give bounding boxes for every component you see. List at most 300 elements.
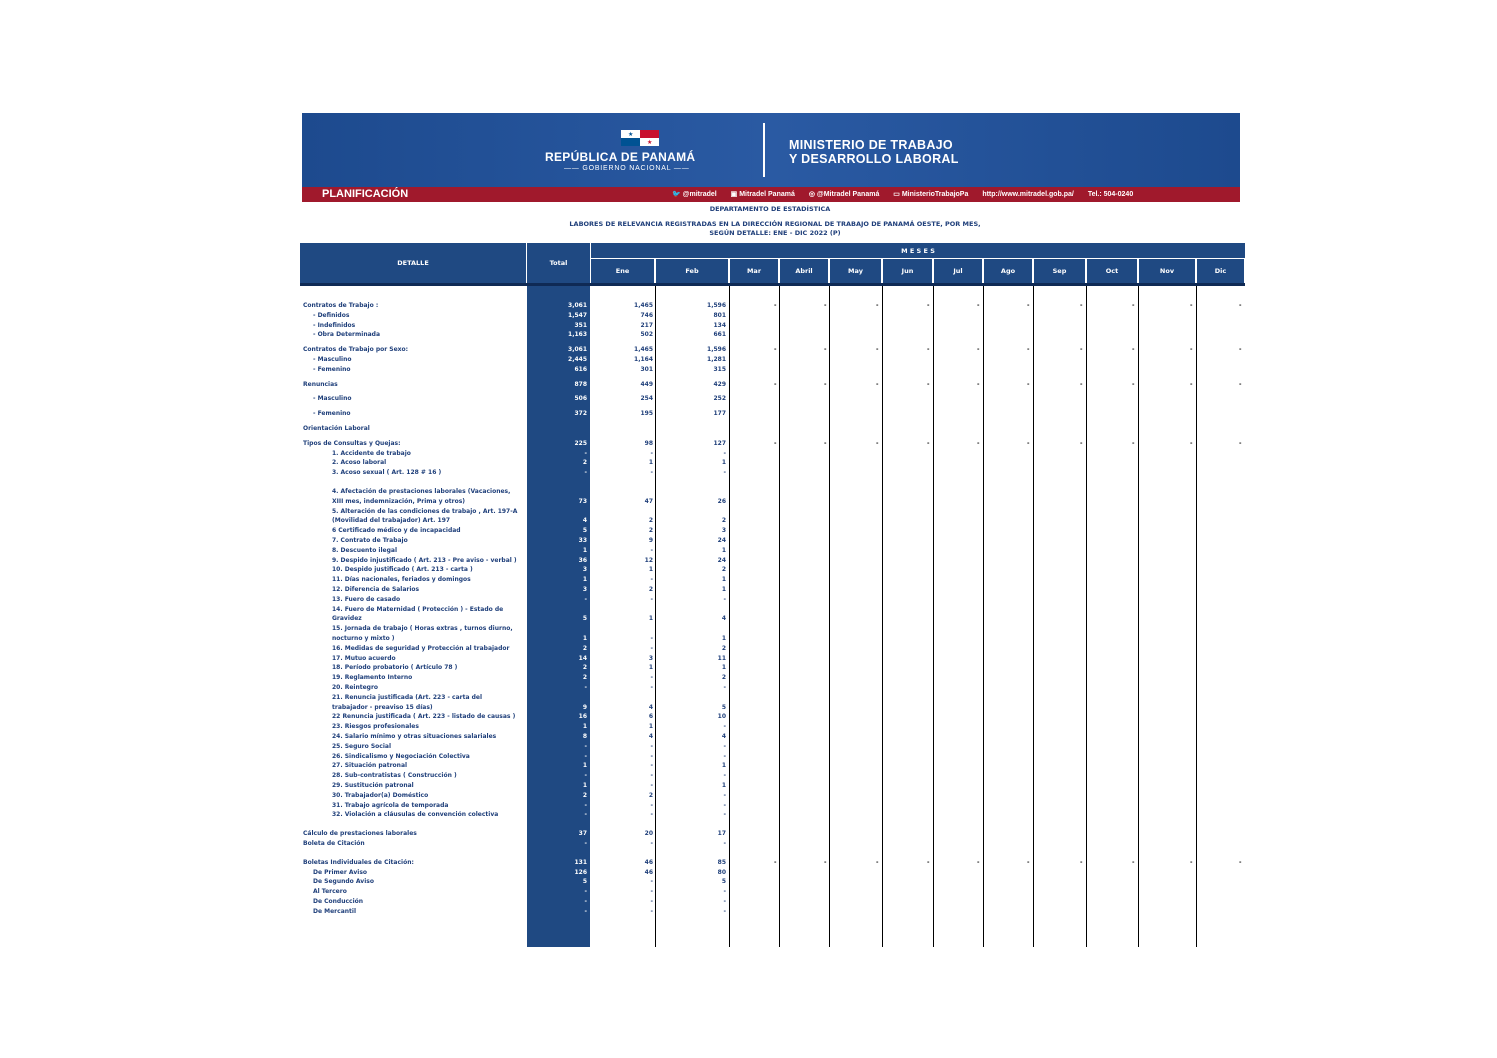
panama-flag-icon: ★ ★ [621, 130, 659, 147]
cell-feb: 429 [713, 380, 726, 388]
cell-ene: - [650, 644, 653, 652]
cell-total: 3 [582, 566, 587, 574]
cell-feb: 24 [717, 537, 726, 544]
cell-ene: - [650, 811, 653, 819]
table-row [0, 381, 1497, 391]
cell-feb: - [723, 801, 726, 809]
cell-feb: 127 [713, 439, 726, 447]
row-label: 23. Riesgos profesionales [332, 723, 419, 731]
row-label: nocturno y mixto ) [332, 635, 395, 642]
empty-month-dash: - [1080, 858, 1083, 866]
cell-ene: - [650, 674, 653, 682]
table-row [0, 508, 1497, 518]
cell-total: 616 [574, 365, 587, 373]
row-label: 14. Fuero de Maternidad ( Protección ) - Estado de [332, 605, 504, 613]
row-label: 9. Despido injustificado ( Art. 213 - Pre aviso - verbal ) [332, 556, 517, 564]
row-label: Contratos de Trabajo : [303, 302, 379, 309]
cell-ene: 254 [640, 395, 653, 403]
cell-total: - [584, 449, 587, 457]
table-row [0, 322, 1497, 332]
cell-feb: 177 [713, 410, 726, 418]
cell-total: 5 [582, 615, 587, 623]
table-row [0, 655, 1497, 665]
cell-ene: - [650, 684, 653, 691]
empty-month-dash: - [876, 380, 879, 388]
table-row [0, 908, 1497, 918]
month-header-dic: Dic [1197, 259, 1244, 283]
table-row [0, 840, 1497, 850]
table-row [0, 645, 1497, 655]
cell-total: 73 [578, 497, 587, 505]
cell-feb: 2 [721, 644, 726, 652]
cell-total: 126 [574, 868, 587, 876]
cell-ene: - [650, 546, 653, 554]
cell-feb: - [723, 469, 726, 477]
empty-month-dash: - [927, 346, 930, 354]
table-row [0, 753, 1497, 763]
table-row [0, 782, 1497, 792]
cell-total: - [584, 742, 587, 750]
cell-ene: 3 [648, 654, 653, 662]
website-link[interactable]: http://www.mitradel.gob.pa/ [982, 191, 1074, 198]
row-label: 31. Trabajo agrícola de temporada [332, 801, 449, 809]
empty-month-dash: - [774, 380, 777, 388]
table-row [0, 830, 1497, 840]
row-label: Boletas Individuales de Citación: [303, 858, 414, 866]
table-row [0, 586, 1497, 596]
cell-ene: 2 [648, 527, 653, 535]
table-row [0, 684, 1497, 694]
row-label: Cálculo de prestaciones laborales [303, 830, 417, 838]
row-label: Boleta de Citación [303, 840, 365, 847]
table-row [0, 811, 1497, 821]
row-label: 29. Sustitución patronal [332, 782, 414, 789]
cell-feb: - [723, 449, 726, 457]
row-label: - Obra Determinada [313, 331, 380, 339]
cell-feb: 2 [721, 674, 726, 682]
cell-feb: 1 [721, 664, 726, 672]
table-row [0, 625, 1497, 635]
cell-feb: 1 [721, 762, 726, 770]
table-row [0, 547, 1497, 557]
cell-feb: 5 [721, 703, 726, 711]
row-label: - Indefinidos [313, 321, 356, 329]
table-row [0, 302, 1497, 312]
cell-ene: 1 [648, 459, 653, 467]
cell-ene: 47 [644, 497, 653, 505]
cell-feb: 1,281 [707, 356, 726, 363]
cell-total: - [584, 684, 587, 691]
cell-ene: - [650, 449, 653, 457]
empty-month-dash: - [876, 346, 879, 354]
cell-total: 3 [582, 586, 587, 593]
table-row [0, 713, 1497, 723]
cell-feb: 2 [721, 566, 726, 574]
instagram-link[interactable]: ◎ @Mitradel Panamá [808, 191, 880, 198]
table-row [0, 596, 1497, 606]
row-label: XIII mes, indemnización, Prima y otros) [332, 497, 466, 505]
cell-total: 33 [578, 537, 587, 544]
cell-ene: 12 [644, 556, 653, 564]
cell-total: 1 [582, 546, 587, 554]
cell-ene: - [650, 752, 653, 760]
cell-total: 2,445 [568, 356, 587, 363]
empty-month-dash: - [824, 302, 827, 309]
cell-ene: 195 [640, 410, 653, 418]
cell-total: - [584, 811, 587, 819]
cell-total: - [584, 907, 587, 915]
cell-feb: 315 [713, 365, 726, 373]
cell-feb: 17 [717, 830, 726, 838]
empty-month-dash: - [977, 858, 980, 866]
cell-ene: - [650, 801, 653, 809]
row-label: Gravidez [332, 615, 362, 623]
social-links [672, 190, 1145, 198]
cell-total: 2 [582, 644, 587, 652]
row-label: 25. Seguro Social [332, 742, 392, 750]
month-header-jul: Jul [934, 259, 982, 283]
row-label: 16. Medidas de seguridad y Protección al trabajador [332, 644, 510, 652]
month-header-feb: Feb [656, 259, 728, 283]
cell-feb: 252 [713, 395, 726, 403]
month-header-sep: Sep [1034, 259, 1085, 283]
cell-feb: 1,596 [707, 302, 726, 309]
empty-month-dash: - [774, 858, 777, 866]
cell-total: 878 [574, 380, 587, 388]
table-row [0, 664, 1497, 674]
row-label: - Masculino [313, 395, 352, 403]
table-row [0, 792, 1497, 802]
table-row [0, 888, 1497, 898]
cell-total: - [584, 595, 587, 603]
row-label: 32. Violación a cláusulas de convención colectiva [332, 811, 499, 819]
section-label: PLANIFICACIÓN [322, 188, 409, 200]
row-label: - Femenino [313, 410, 351, 418]
row-label: 24. Salario mínimo y otras situaciones salariales [332, 733, 497, 740]
cell-ene: 2 [648, 586, 653, 593]
table-row [0, 356, 1497, 366]
cell-feb: 4 [721, 733, 726, 740]
cell-ene: - [650, 772, 653, 780]
cell-ene: 449 [640, 380, 653, 388]
month-header-abril: Abril [780, 259, 828, 283]
table-row [0, 557, 1497, 567]
cell-feb: - [723, 752, 726, 760]
cell-ene: - [650, 907, 653, 915]
empty-month-dash: - [927, 380, 930, 388]
empty-month-dash: - [927, 302, 930, 309]
department-title: DEPARTAMENTO DE ESTADÍSTICA [709, 205, 831, 213]
cell-total: 9 [582, 703, 587, 711]
empty-month-dash: - [1239, 858, 1242, 866]
cell-feb: - [723, 595, 726, 603]
total-header: Total [527, 243, 590, 283]
cell-feb: 80 [717, 868, 726, 876]
month-header-nov: Nov [1139, 259, 1195, 283]
empty-month-dash: - [927, 439, 930, 447]
table-row [0, 527, 1497, 537]
row-label: 17. Mutuo acuerdo [332, 654, 396, 662]
row-label: Contratos de Trabajo por Sexo: [303, 346, 409, 354]
empty-month-dash: - [1080, 302, 1083, 309]
cell-feb: 85 [717, 858, 726, 866]
government-subtitle: —— GOBIERNO NACIONAL —— [564, 165, 690, 172]
table-row [0, 898, 1497, 908]
empty-month-dash: - [1190, 380, 1193, 388]
row-label: De Conducción [313, 898, 364, 905]
cell-ene: 2 [648, 517, 653, 525]
table-row [0, 517, 1497, 527]
empty-month-dash: - [876, 858, 879, 866]
cell-feb: 1,596 [707, 346, 726, 354]
table-row [0, 859, 1497, 869]
row-label: 30. Trabajador(a) Doméstico [332, 791, 429, 799]
empty-month-dash: - [824, 380, 827, 388]
row-label: 2. Acoso laboral [332, 459, 387, 467]
table-row [0, 772, 1497, 782]
cell-total: 506 [574, 395, 587, 403]
empty-month-dash: - [774, 346, 777, 354]
cell-total: 1 [582, 723, 587, 731]
cell-feb: - [723, 840, 726, 847]
row-label: 4. Afectación de prestaciones laborales (Vacaciones, [332, 488, 511, 495]
cell-total: 4 [582, 517, 587, 525]
empty-month-dash: - [927, 858, 930, 866]
empty-month-dash: - [1027, 439, 1030, 447]
cell-feb: - [723, 811, 726, 819]
row-label: 5. Alteración de las condiciones de trabajo , Art. 197-A [332, 507, 518, 515]
cell-feb: - [723, 791, 726, 799]
empty-month-dash: - [977, 302, 980, 309]
table-row [0, 346, 1497, 356]
cell-ene: 6 [648, 713, 653, 721]
cell-ene: 1 [648, 566, 653, 574]
cell-ene: 2 [648, 791, 653, 799]
row-label: - Masculino [313, 356, 352, 363]
twitter-link[interactable]: 🐦 @mitradel [672, 191, 717, 198]
empty-month-dash: - [1239, 302, 1242, 309]
table-row [0, 425, 1497, 435]
cell-ene: 9 [648, 537, 653, 544]
row-label: Orientación Laboral [303, 425, 370, 432]
table-row [0, 723, 1497, 733]
section-bar [302, 187, 1240, 202]
empty-month-dash: - [1080, 346, 1083, 354]
cell-feb: 10 [717, 713, 726, 721]
cell-ene: 301 [640, 365, 653, 373]
cell-feb: 661 [713, 331, 726, 339]
cell-ene: 4 [648, 703, 653, 711]
empty-month-dash: - [1190, 346, 1193, 354]
row-label: - Femenino [313, 365, 351, 373]
cell-total: 351 [574, 321, 587, 329]
cell-total: 37 [578, 830, 587, 838]
cell-feb: 11 [717, 654, 726, 662]
table-row [0, 410, 1497, 420]
table-row [0, 878, 1497, 888]
cell-ene: 502 [640, 331, 653, 339]
cell-total: 2 [582, 791, 587, 799]
table-row [0, 802, 1497, 812]
table-row [0, 331, 1497, 341]
detalle-header: DETALLE [300, 243, 526, 283]
table-row [0, 459, 1497, 469]
cell-ene: - [650, 469, 653, 477]
cell-ene: - [650, 595, 653, 603]
empty-month-dash: - [876, 439, 879, 447]
cell-feb: 24 [717, 556, 726, 564]
empty-month-dash: - [1132, 858, 1135, 866]
row-label: De Segundo Aviso [313, 878, 374, 886]
empty-month-dash: - [1027, 346, 1030, 354]
cell-total: 2 [582, 459, 587, 467]
cell-feb: 5 [721, 878, 726, 886]
empty-month-dash: - [1027, 302, 1030, 309]
row-label: 18. Período probatorio ( Artículo 78 ) [332, 664, 458, 672]
cell-ene: 217 [640, 321, 653, 329]
cell-ene: - [650, 878, 653, 886]
empty-month-dash: - [1190, 858, 1193, 866]
row-label: trabajador - preaviso 15 días) [332, 703, 433, 711]
cell-feb: 1 [721, 546, 726, 554]
table-row [0, 450, 1497, 460]
row-label: 11. Días nacionales, feriados y domingos [332, 576, 471, 584]
row-label: 12. Diferencia de Salarios [332, 586, 420, 593]
report-title-line2: SEGÚN DETALLE: ENE - DIC 2022 (P) [709, 229, 841, 237]
table-row [0, 537, 1497, 547]
row-label: De Mercantil [313, 907, 356, 915]
cell-ene: - [650, 782, 653, 789]
cell-total: - [584, 469, 587, 477]
cell-total: 1 [582, 635, 587, 642]
cell-total: - [584, 772, 587, 780]
empty-month-dash: - [977, 380, 980, 388]
cell-feb: 134 [713, 321, 726, 329]
cell-feb: 1 [721, 782, 726, 789]
cell-total: 14 [578, 654, 587, 662]
cell-ene: - [650, 898, 653, 905]
cell-total: - [584, 801, 587, 809]
cell-total: 131 [574, 858, 587, 866]
cell-total: 16 [578, 713, 587, 721]
cell-feb: 4 [721, 615, 726, 623]
month-header-ago: Ago [984, 259, 1032, 283]
cell-ene: 1 [648, 723, 653, 731]
cell-total: 8 [582, 733, 587, 740]
youtube-link[interactable]: ▭ MinisterioTrabajoPa [893, 191, 969, 198]
table-row [0, 395, 1497, 405]
table-row [0, 704, 1497, 714]
row-label: 28. Sub-contratistas ( Construcción ) [332, 772, 457, 780]
row-label: 20. Reintegro [332, 684, 379, 691]
cell-feb: - [723, 772, 726, 780]
facebook-link[interactable]: ▣ Mitradel Panamá [730, 191, 795, 198]
table-row [0, 615, 1497, 625]
table-row [0, 635, 1497, 645]
table-row [0, 469, 1497, 479]
row-label: Renuncias [303, 380, 338, 388]
month-header-jun: Jun [883, 259, 932, 283]
empty-month-dash: - [1190, 302, 1193, 309]
empty-month-dash: - [977, 346, 980, 354]
row-label: 13. Fuero de casado [332, 595, 401, 603]
meses-header: M E S E S [591, 243, 1245, 258]
table-row [0, 674, 1497, 684]
cell-ene: 20 [644, 830, 653, 838]
row-label: Al Tercero [313, 888, 347, 896]
cell-feb: 801 [713, 311, 726, 319]
row-label: 22 Renuncia justificada ( Art. 223 - listado de causas ) [332, 713, 516, 721]
row-label: 1. Accidente de trabajo [332, 449, 411, 457]
cell-feb: - [723, 898, 726, 905]
cell-ene: - [650, 888, 653, 896]
cell-total: 372 [574, 410, 587, 418]
table-row [0, 743, 1497, 753]
empty-month-dash: - [1132, 302, 1135, 309]
cell-total: 1,547 [568, 311, 587, 319]
empty-month-dash: - [876, 302, 879, 309]
table-row [0, 366, 1497, 376]
row-label: - Definidos [313, 311, 350, 319]
cell-total: 5 [582, 878, 587, 886]
empty-month-dash: - [774, 302, 777, 309]
row-label: 27. Situación patronal [332, 762, 408, 770]
empty-month-dash: - [977, 439, 980, 447]
table-row [0, 312, 1497, 322]
cell-feb: 3 [721, 527, 726, 535]
header-banner [302, 113, 1240, 187]
phone-text: Tel.: 504-0240 [1087, 191, 1134, 198]
table-row [0, 606, 1497, 616]
row-label: 6 Certificado médico y de incapacidad [332, 527, 461, 535]
cell-total: 3,061 [568, 346, 587, 354]
cell-feb: 26 [717, 497, 726, 505]
empty-month-dash: - [1132, 346, 1135, 354]
republic-title: REPÚBLICA DE PANAMÁ [545, 150, 696, 164]
header-rule [300, 283, 1245, 286]
table-row [0, 498, 1497, 508]
row-label: 10. Despido justificado ( Art. 213 - carta ) [332, 566, 473, 574]
cell-total: 225 [574, 439, 587, 447]
cell-feb: 1 [721, 459, 726, 467]
month-header-ene: Ene [591, 259, 654, 283]
cell-ene: 1,465 [634, 346, 653, 354]
cell-total: 5 [582, 527, 587, 535]
empty-month-dash: - [1027, 858, 1030, 866]
cell-feb: - [723, 742, 726, 750]
cell-ene: - [650, 762, 653, 770]
cell-feb: 1 [721, 576, 726, 584]
cell-ene: 746 [640, 311, 653, 319]
cell-feb: 1 [721, 586, 726, 593]
cell-feb: - [723, 907, 726, 915]
report-title-line1: LABORES DE RELEVANCIA REGISTRADAS EN LA DIRECCIÓN REGIONAL DE TRABAJO DE PANAMÁ OESTE, POR MES, [569, 220, 981, 228]
cell-total: 1 [582, 576, 587, 584]
cell-total: 2 [582, 664, 587, 672]
table-row [0, 440, 1497, 450]
cell-ene: 46 [644, 868, 653, 876]
empty-month-dash: - [824, 439, 827, 447]
table-row [0, 762, 1497, 772]
cell-total: 2 [582, 674, 587, 682]
cell-total: - [584, 752, 587, 760]
cell-feb: - [723, 723, 726, 731]
month-header-oct: Oct [1087, 259, 1137, 283]
row-label: De Primer Aviso [313, 868, 368, 876]
cell-feb: - [723, 684, 726, 691]
row-label: 19. Reglamento Interno [332, 674, 413, 682]
cell-ene: 46 [644, 858, 653, 866]
